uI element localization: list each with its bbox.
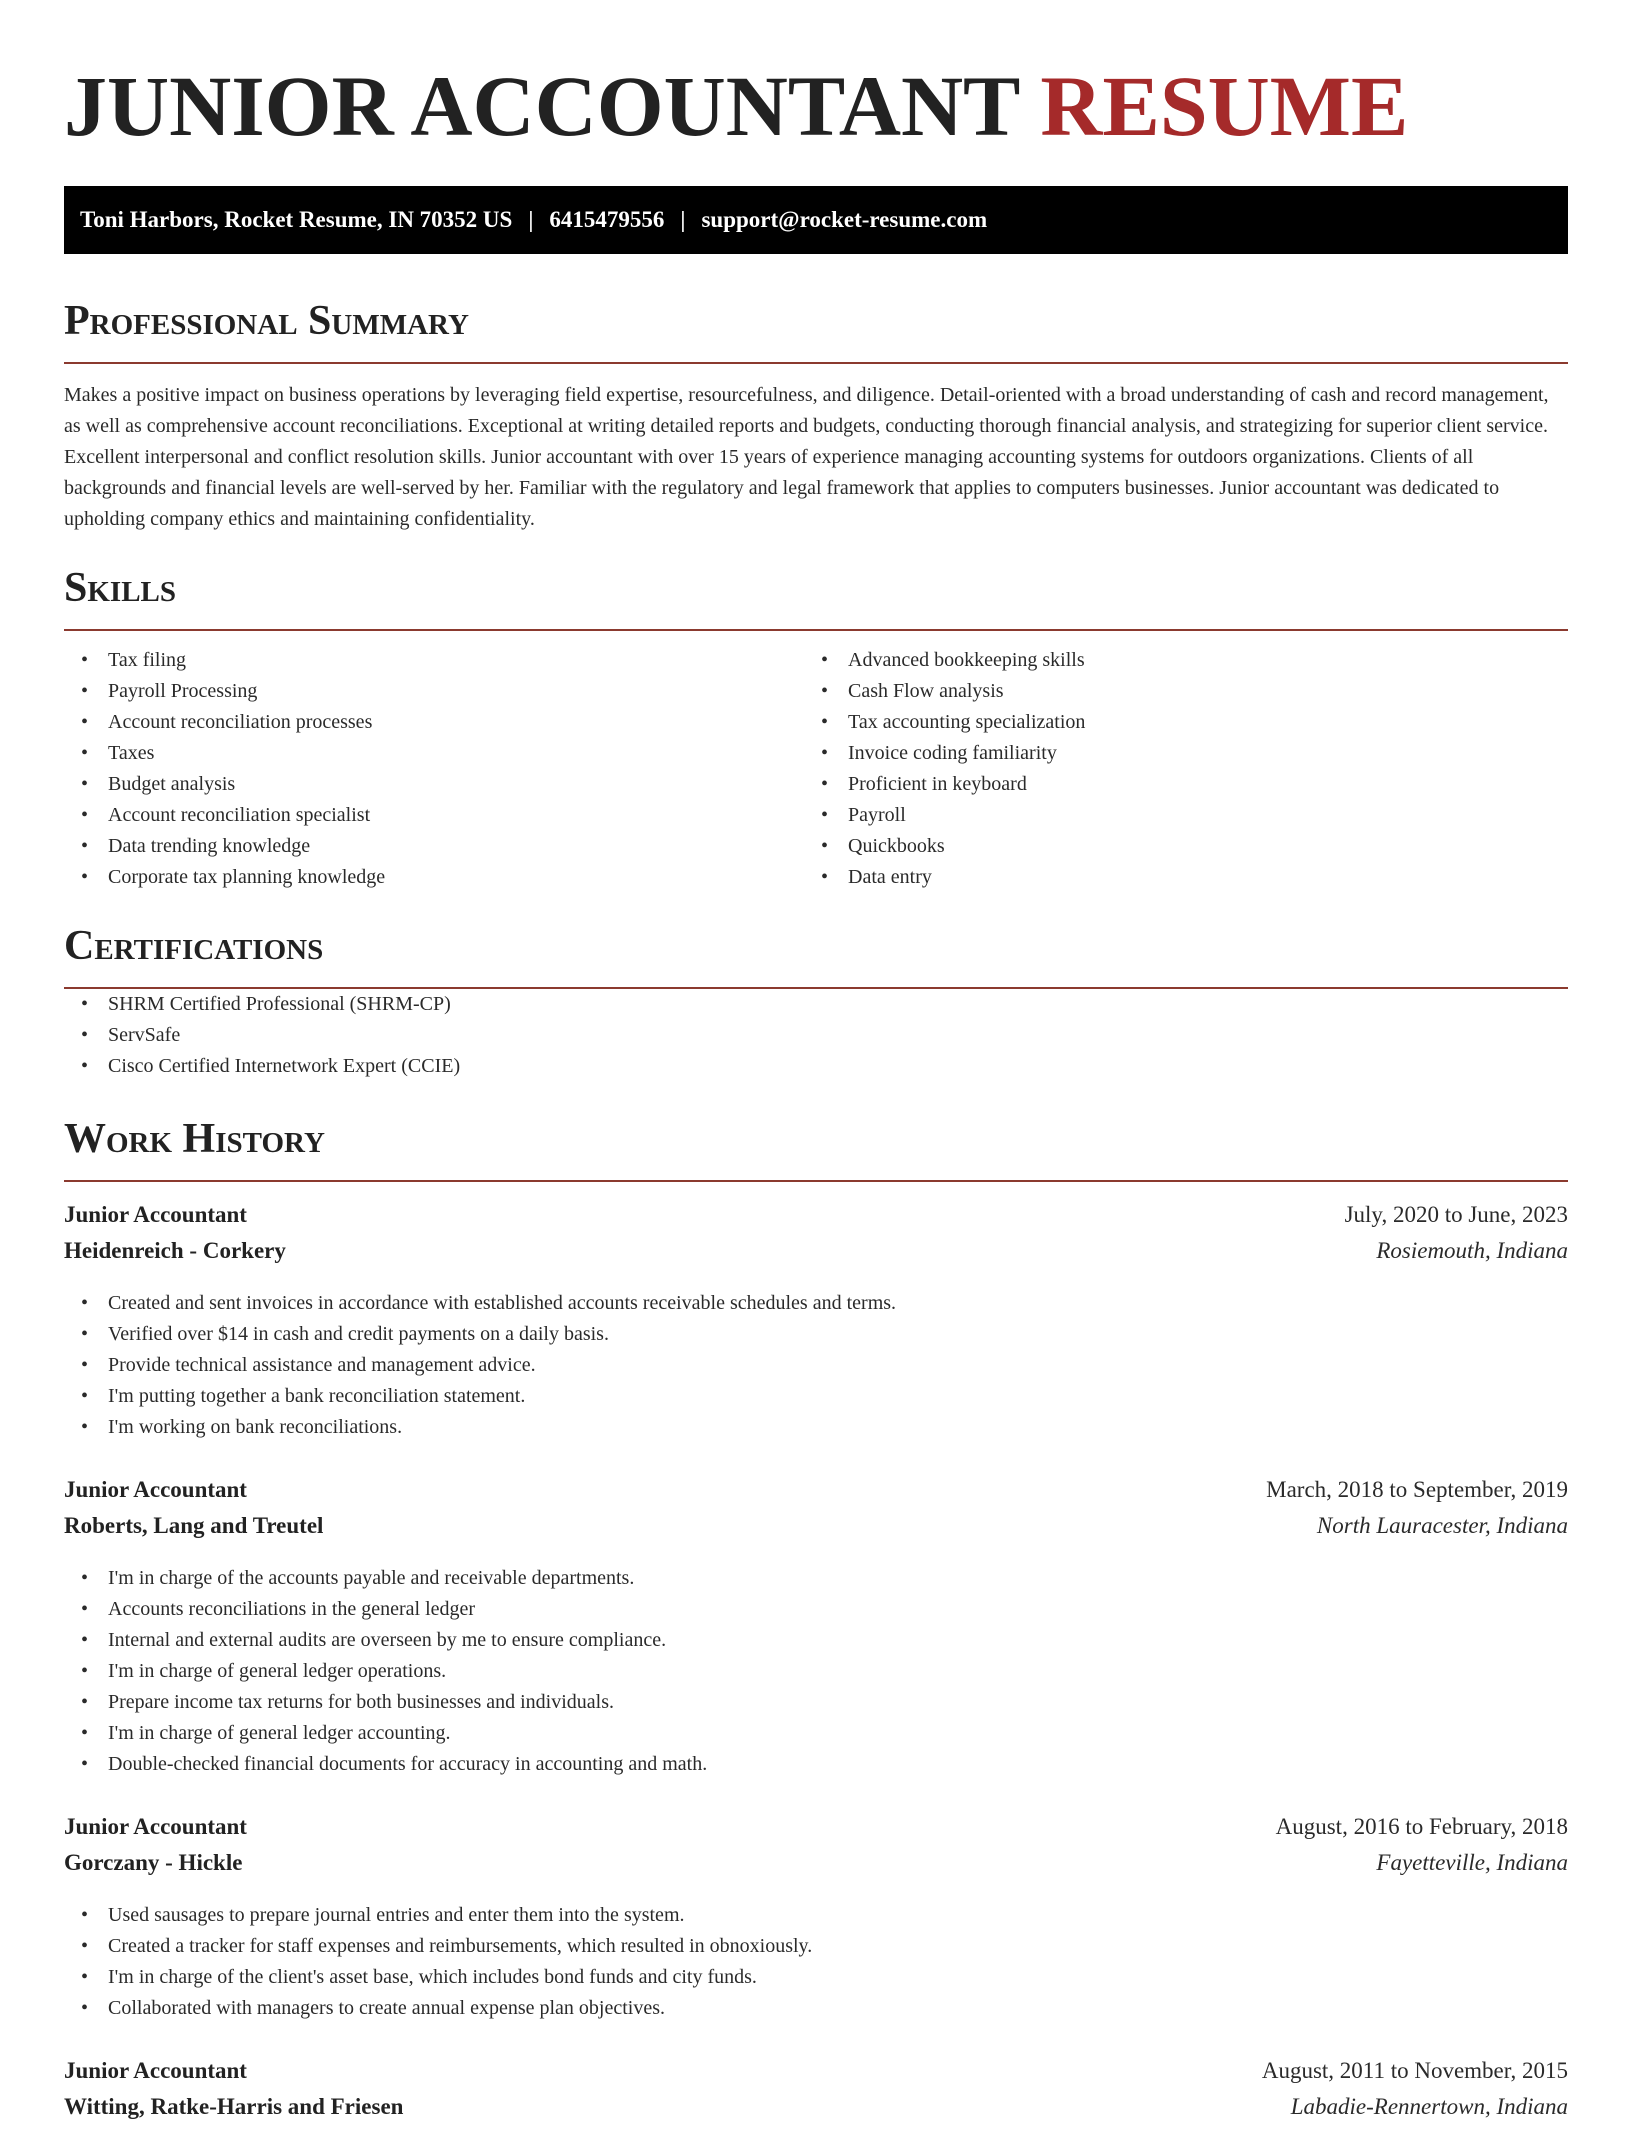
job-dates: July, 2020 to June, 2023 bbox=[1344, 1202, 1568, 1227]
section-divider bbox=[64, 629, 1568, 631]
skill-item: • Account reconciliation specialist bbox=[64, 800, 804, 831]
skill-item: • Data entry bbox=[804, 862, 1544, 893]
certification-item: • SHRM Certified Professional (SHRM-CP) bbox=[64, 989, 1568, 1020]
job-bullet: • Prepare income tax returns for both businesses and individuals. bbox=[64, 1687, 1568, 1718]
job-company: Witting, Ratke-Harris and Friesen bbox=[64, 2094, 404, 2119]
job-entry bbox=[64, 1814, 1568, 2024]
job-bullet: • I'm in charge of the accounts payable and receivable departments. bbox=[64, 1563, 1568, 1594]
contact-separator: | bbox=[680, 207, 686, 232]
job-company: Roberts, Lang and Treutel bbox=[64, 1513, 324, 1538]
job-bullet: • I'm putting together a bank reconciliation statement. bbox=[64, 1381, 1568, 1412]
job-location: Fayetteville, Indiana bbox=[1376, 1850, 1568, 1875]
section-heading-summary: Professional Summary bbox=[64, 298, 469, 344]
job-location: Labadie-Rennertown, Indiana bbox=[1290, 2094, 1568, 2119]
contact-email: support@rocket-resume.com bbox=[701, 207, 988, 232]
job-bullet: • Created a tracker for staff expenses and reimbursements, which resulted in obnoxiously. bbox=[64, 1931, 1568, 1962]
section-divider bbox=[64, 1180, 1568, 1182]
title-main: JUNIOR ACCOUNTANT bbox=[64, 58, 1019, 154]
job-bullets bbox=[64, 1563, 1568, 1780]
contact-address: Toni Harbors, Rocket Resume, IN 70352 US bbox=[80, 207, 513, 232]
summary-text: Makes a positive impact on business operations by leveraging field expertise, resourcefulness, and diligence. Detail-oriented with a broad understanding of cash and record management, as well as comprehensive account reconciliations. Exceptional at writing detailed reports and budgets, conducting thorough financial analysis, and strategizing for superior client service. Excellent interpersonal and conflict resolution skills. Junior accountant with over 15 years of experience managing accounting systems for outdoors organizations. Clients of all backgrounds and financial levels are well-served by her. Familiar with the regulatory and legal framework that applies to computers businesses. Junior accountant was dedicated to upholding company ethics and maintaining confidentiality. bbox=[64, 384, 1549, 530]
job-location: Rosiemouth, Indiana bbox=[1376, 1238, 1568, 1263]
title-accent: RESUME bbox=[1040, 58, 1409, 154]
skills-columns bbox=[64, 645, 1568, 893]
job-bullet: • I'm in charge of general ledger operations. bbox=[64, 1656, 1568, 1687]
resume-page bbox=[64, 0, 1568, 2130]
job-company: Heidenreich - Corkery bbox=[64, 1238, 286, 1263]
skill-item: • Data trending knowledge bbox=[64, 831, 804, 862]
job-bullet: • Created and sent invoices in accordance with established accounts receivable schedules and terms. bbox=[64, 1288, 1568, 1319]
resume-title bbox=[64, 56, 1568, 156]
skill-item: • Tax accounting specialization bbox=[804, 707, 1544, 738]
skill-item: • Taxes bbox=[64, 738, 804, 769]
job-dates: March, 2018 to September, 2019 bbox=[1266, 1477, 1568, 1502]
skills-section bbox=[64, 563, 1568, 893]
job-location: North Lauracester, Indiana bbox=[1316, 1513, 1568, 1538]
job-bullet: • I'm in charge of the client's asset base, which includes bond funds and city funds. bbox=[64, 1962, 1568, 1993]
certification-list bbox=[64, 989, 1568, 1082]
skill-item: • Advanced bookkeeping skills bbox=[804, 645, 1544, 676]
job-bullets bbox=[64, 1288, 1568, 1443]
job-bullet: • Provide technical assistance and management advice. bbox=[64, 1350, 1568, 1381]
job-bullet: • Internal and external audits are overseen by me to ensure compliance. bbox=[64, 1625, 1568, 1656]
job-bullet: • Verified over $14 in cash and credit payments on a daily basis. bbox=[64, 1319, 1568, 1350]
job-bullet: • I'm in charge of general ledger accounting. bbox=[64, 1718, 1568, 1749]
skill-item: • Corporate tax planning knowledge bbox=[64, 862, 804, 893]
skill-item: • Quickbooks bbox=[804, 831, 1544, 862]
skill-item: • Payroll bbox=[804, 800, 1544, 831]
job-company: Gorczany - Hickle bbox=[64, 1850, 243, 1875]
skill-item: • Cash Flow analysis bbox=[804, 676, 1544, 707]
job-title: Junior Accountant bbox=[64, 1202, 247, 1227]
job-dates: August, 2016 to February, 2018 bbox=[1275, 1814, 1568, 1839]
contact-bar bbox=[64, 186, 1568, 254]
skill-item: • Payroll Processing bbox=[64, 676, 804, 707]
contact-separator: | bbox=[528, 207, 534, 232]
job-title: Junior Accountant bbox=[64, 2058, 247, 2083]
section-heading-work-history: Work History bbox=[64, 1116, 325, 1162]
job-title: Junior Accountant bbox=[64, 1477, 247, 1502]
certifications-section bbox=[64, 921, 1568, 1082]
job-entry bbox=[64, 1477, 1568, 1780]
job-bullet: • Double-checked financial documents for accuracy in accounting and math. bbox=[64, 1749, 1568, 1780]
job-entry bbox=[64, 1202, 1568, 1443]
contact-phone: 6415479556 bbox=[549, 207, 665, 232]
certification-item: • Cisco Certified Internetwork Expert (CCIE) bbox=[64, 1051, 1568, 1082]
section-divider bbox=[64, 362, 1568, 364]
section-heading-certifications: Certifications bbox=[64, 923, 324, 969]
job-bullet: • Accounts reconciliations in the general ledger bbox=[64, 1594, 1568, 1625]
job-title: Junior Accountant bbox=[64, 1814, 247, 1839]
job-dates: August, 2011 to November, 2015 bbox=[1261, 2058, 1568, 2083]
work-history-section bbox=[64, 1114, 1568, 2130]
job-bullet: • I'm working on bank reconciliations. bbox=[64, 1412, 1568, 1443]
certification-item: • ServSafe bbox=[64, 1020, 1568, 1051]
job-bullet: • Used sausages to prepare journal entries and enter them into the system. bbox=[64, 1900, 1568, 1931]
skills-column-right bbox=[804, 645, 1544, 893]
job-bullets bbox=[64, 1900, 1568, 2024]
skill-item: • Budget analysis bbox=[64, 769, 804, 800]
skill-item: • Invoice coding familiarity bbox=[804, 738, 1544, 769]
job-bullet: • Collaborated with managers to create annual expense plan objectives. bbox=[64, 1993, 1568, 2024]
skill-item: • Tax filing bbox=[64, 645, 804, 676]
skills-column-left bbox=[64, 645, 804, 893]
skill-item: • Account reconciliation processes bbox=[64, 707, 804, 738]
section-heading-skills: Skills bbox=[64, 565, 177, 611]
summary-section bbox=[64, 296, 1568, 535]
job-entry bbox=[64, 2058, 1568, 2130]
skill-item: • Proficient in keyboard bbox=[804, 769, 1544, 800]
